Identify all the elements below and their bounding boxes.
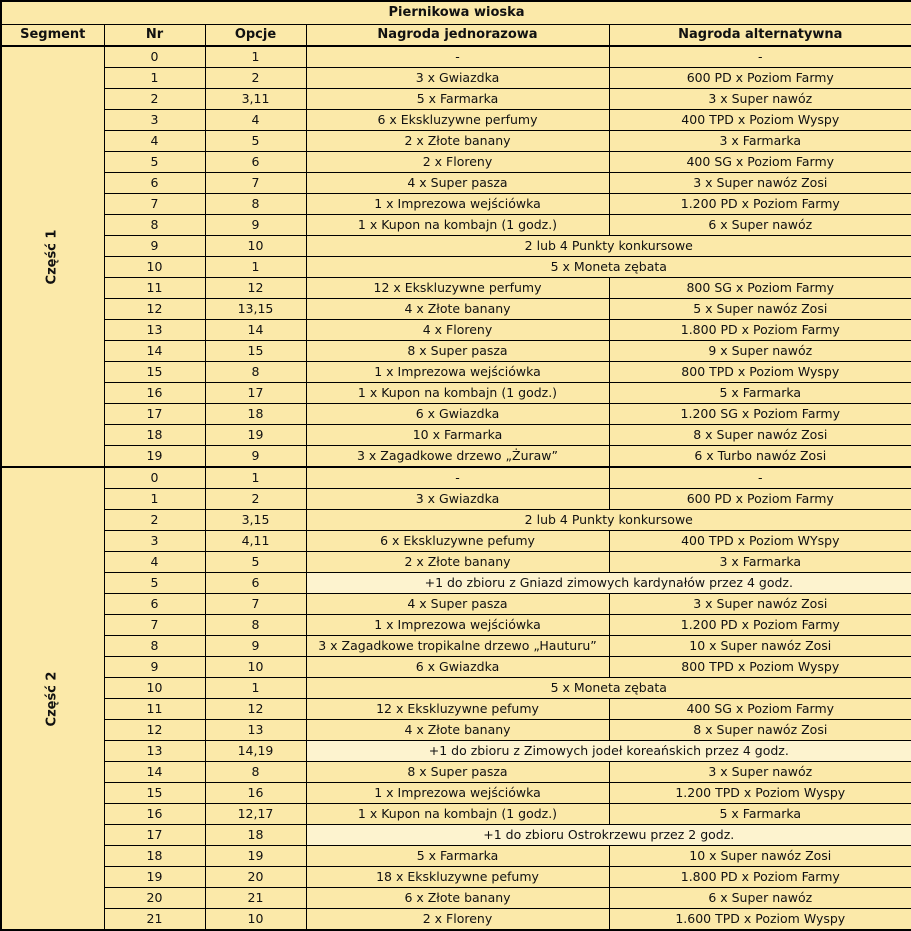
cell-opcje: 6 [205, 152, 306, 173]
cell-nr: 14 [104, 762, 205, 783]
table-row [1, 636, 911, 657]
cell-reward-alt: 3 x Farmarka [609, 131, 911, 152]
cell-opcje: 15 [205, 341, 306, 362]
cell-reward-once: 10 x Farmarka [306, 425, 609, 446]
cell-opcje: 19 [205, 846, 306, 867]
cell-nr: 8 [104, 215, 205, 236]
table-row [1, 194, 911, 215]
cell-reward-alt: 6 x Super nawóz [609, 215, 911, 236]
cell-reward-alt: 600 PD x Poziom Farmy [609, 489, 911, 510]
table-row [1, 678, 911, 699]
table-row [1, 215, 911, 236]
cell-opcje: 10 [205, 657, 306, 678]
cell-reward-once: 1 x Kupon na kombajn (1 godz.) [306, 804, 609, 825]
cell-reward-once: 4 x Floreny [306, 320, 609, 341]
cell-reward-once: 3 x Gwiazdka [306, 68, 609, 89]
table-row [1, 446, 911, 468]
cell-nr: 17 [104, 404, 205, 425]
cell-reward-once: - [306, 467, 609, 489]
cell-opcje: 17 [205, 383, 306, 404]
cell-reward-alt: 800 TPD x Poziom Wyspy [609, 362, 911, 383]
cell-reward-once: 4 x Złote banany [306, 720, 609, 741]
cell-nr: 11 [104, 278, 205, 299]
table-row [1, 573, 911, 594]
cell-nr: 7 [104, 615, 205, 636]
cell-reward-once: 1 x Imprezowa wejściówka [306, 783, 609, 804]
table-row [1, 909, 911, 931]
cell-opcje: 7 [205, 594, 306, 615]
table-row [1, 131, 911, 152]
cell-opcje: 13 [205, 720, 306, 741]
cell-nr: 2 [104, 89, 205, 110]
cell-reward-alt: 400 TPD x Poziom WYspy [609, 531, 911, 552]
table-row [1, 299, 911, 320]
cell-reward-once: 4 x Super pasza [306, 173, 609, 194]
table-row [1, 783, 911, 804]
cell-reward-alt: 3 x Super nawóz [609, 762, 911, 783]
cell-nr: 3 [104, 531, 205, 552]
cell-opcje: 12,17 [205, 804, 306, 825]
cell-opcje: 10 [205, 236, 306, 257]
table-row [1, 404, 911, 425]
cell-reward-once: 5 x Farmarka [306, 846, 609, 867]
table-row [1, 341, 911, 362]
table-row [1, 467, 911, 489]
cell-reward-once: 5 x Farmarka [306, 89, 609, 110]
cell-nr: 10 [104, 257, 205, 278]
table-row [1, 804, 911, 825]
cell-reward-alt: 1.200 PD x Poziom Farmy [609, 194, 911, 215]
cell-reward-alt: 3 x Super nawóz Zosi [609, 173, 911, 194]
cell-opcje: 1 [205, 46, 306, 68]
table-row [1, 236, 911, 257]
cell-reward-alt: 400 SG x Poziom Farmy [609, 152, 911, 173]
cell-reward-once: 3 x Gwiazdka [306, 489, 609, 510]
cell-nr: 14 [104, 341, 205, 362]
cell-reward-alt: 1.800 PD x Poziom Farmy [609, 320, 911, 341]
table-row [1, 594, 911, 615]
cell-opcje: 2 [205, 68, 306, 89]
cell-reward-once: 1 x Kupon na kombajn (1 godz.) [306, 383, 609, 404]
cell-reward-once: 4 x Super pasza [306, 594, 609, 615]
cell-reward-alt: 5 x Farmarka [609, 804, 911, 825]
cell-nr: 9 [104, 236, 205, 257]
header-segment: Segment [1, 25, 104, 47]
table-row [1, 531, 911, 552]
cell-reward-alt: 600 PD x Poziom Farmy [609, 68, 911, 89]
table-row [1, 173, 911, 194]
cell-opcje: 3,11 [205, 89, 306, 110]
cell-reward-once: 1 x Imprezowa wejściówka [306, 194, 609, 215]
header-reward-alt: Nagroda alternatywna [609, 25, 911, 47]
cell-nr: 2 [104, 510, 205, 531]
segment-label-text: Część 1 [44, 229, 60, 284]
table-row [1, 278, 911, 299]
cell-nr: 7 [104, 194, 205, 215]
cell-nr: 6 [104, 173, 205, 194]
cell-reward-once: 2 x Złote banany [306, 552, 609, 573]
table-row [1, 720, 911, 741]
cell-reward-alt: 10 x Super nawóz Zosi [609, 636, 911, 657]
table-row [1, 425, 911, 446]
cell-nr: 13 [104, 320, 205, 341]
cell-nr: 11 [104, 699, 205, 720]
cell-nr: 20 [104, 888, 205, 909]
cell-opcje: 10 [205, 909, 306, 931]
cell-opcje: 20 [205, 867, 306, 888]
table-row [1, 888, 911, 909]
header-opcje: Opcje [205, 25, 306, 47]
cell-nr: 18 [104, 846, 205, 867]
cell-opcje: 3,15 [205, 510, 306, 531]
cell-nr: 9 [104, 657, 205, 678]
cell-opcje: 16 [205, 783, 306, 804]
cell-opcje: 12 [205, 699, 306, 720]
cell-reward-alt: 5 x Farmarka [609, 383, 911, 404]
cell-nr: 18 [104, 425, 205, 446]
cell-reward-alt: 8 x Super nawóz Zosi [609, 425, 911, 446]
cell-opcje: 4 [205, 110, 306, 131]
cell-opcje: 12 [205, 278, 306, 299]
table-row [1, 489, 911, 510]
cell-merged-reward: 5 x Moneta zębata [306, 678, 911, 699]
cell-reward-once: 6 x Złote banany [306, 888, 609, 909]
cell-reward-once: 3 x Zagadkowe tropikalne drzewo „Hauturu” [306, 636, 609, 657]
cell-nr: 0 [104, 467, 205, 489]
cell-opcje: 18 [205, 825, 306, 846]
cell-reward-alt: 1.200 SG x Poziom Farmy [609, 404, 911, 425]
cell-opcje: 18 [205, 404, 306, 425]
cell-nr: 19 [104, 867, 205, 888]
table-row [1, 552, 911, 573]
cell-opcje: 6 [205, 573, 306, 594]
cell-nr: 16 [104, 383, 205, 404]
cell-opcje: 8 [205, 615, 306, 636]
table-row [1, 699, 911, 720]
table-row [1, 68, 911, 89]
header-reward-once: Nagroda jednorazowa [306, 25, 609, 47]
cell-nr: 5 [104, 573, 205, 594]
header-nr: Nr [104, 25, 205, 47]
table-title: Piernikowa wioska [1, 1, 911, 25]
cell-reward-once: 3 x Zagadkowe drzewo „Żuraw” [306, 446, 609, 468]
table-row [1, 846, 911, 867]
cell-reward-alt: 1.800 PD x Poziom Farmy [609, 867, 911, 888]
cell-nr: 19 [104, 446, 205, 468]
cell-nr: 3 [104, 110, 205, 131]
cell-opcje: 8 [205, 362, 306, 383]
cell-reward-alt: 10 x Super nawóz Zosi [609, 846, 911, 867]
segment-label-text: Część 2 [44, 671, 60, 726]
table-body [1, 46, 911, 930]
cell-opcje: 14,19 [205, 741, 306, 762]
cell-nr: 6 [104, 594, 205, 615]
cell-opcje: 9 [205, 446, 306, 468]
cell-reward-once: 1 x Kupon na kombajn (1 godz.) [306, 215, 609, 236]
table-row [1, 152, 911, 173]
cell-nr: 21 [104, 909, 205, 931]
cell-reward-once: 8 x Super pasza [306, 341, 609, 362]
cell-nr: 16 [104, 804, 205, 825]
table-row [1, 867, 911, 888]
table-row [1, 89, 911, 110]
cell-opcje: 21 [205, 888, 306, 909]
table-row [1, 257, 911, 278]
cell-opcje: 5 [205, 131, 306, 152]
cell-reward-once: 8 x Super pasza [306, 762, 609, 783]
table-row [1, 320, 911, 341]
table-row [1, 657, 911, 678]
cell-nr: 0 [104, 46, 205, 68]
cell-opcje: 1 [205, 678, 306, 699]
cell-nr: 15 [104, 362, 205, 383]
cell-nr: 13 [104, 741, 205, 762]
cell-reward-alt: 5 x Super nawóz Zosi [609, 299, 911, 320]
cell-reward-once: 6 x Ekskluzywne pefumy [306, 531, 609, 552]
cell-nr: 8 [104, 636, 205, 657]
cell-opcje: 14 [205, 320, 306, 341]
cell-nr: 15 [104, 783, 205, 804]
segment-label [1, 46, 104, 467]
cell-reward-alt: 800 TPD x Poziom Wyspy [609, 657, 911, 678]
cell-nr: 12 [104, 720, 205, 741]
cell-reward-alt: 800 SG x Poziom Farmy [609, 278, 911, 299]
cell-reward-alt: 6 x Turbo nawóz Zosi [609, 446, 911, 468]
cell-nr: 12 [104, 299, 205, 320]
table-row [1, 510, 911, 531]
cell-reward-once: 6 x Gwiazdka [306, 657, 609, 678]
table-row [1, 362, 911, 383]
cell-reward-alt: 1.200 PD x Poziom Farmy [609, 615, 911, 636]
cell-opcje: 5 [205, 552, 306, 573]
cell-reward-alt: - [609, 467, 911, 489]
cell-nr: 4 [104, 552, 205, 573]
cell-reward-alt: - [609, 46, 911, 68]
cell-merged-reward: 2 lub 4 Punkty konkursowe [306, 510, 911, 531]
cell-opcje: 19 [205, 425, 306, 446]
cell-opcje: 1 [205, 467, 306, 489]
cell-reward-alt: 3 x Farmarka [609, 552, 911, 573]
cell-merged-reward: +1 do zbioru z Gniazd zimowych kardynałów przez 4 godz. [306, 573, 911, 594]
cell-nr: 4 [104, 131, 205, 152]
cell-nr: 1 [104, 489, 205, 510]
table-row [1, 615, 911, 636]
table-row [1, 825, 911, 846]
cell-reward-alt: 1.200 TPD x Poziom Wyspy [609, 783, 911, 804]
cell-nr: 10 [104, 678, 205, 699]
cell-nr: 1 [104, 68, 205, 89]
table-row [1, 762, 911, 783]
table-row [1, 46, 911, 68]
table-row [1, 741, 911, 762]
cell-reward-once: 12 x Ekskluzywne perfumy [306, 278, 609, 299]
cell-merged-reward: 5 x Moneta zębata [306, 257, 911, 278]
cell-opcje: 9 [205, 636, 306, 657]
cell-reward-alt: 8 x Super nawóz Zosi [609, 720, 911, 741]
cell-reward-once: - [306, 46, 609, 68]
cell-opcje: 13,15 [205, 299, 306, 320]
cell-opcje: 1 [205, 257, 306, 278]
cell-opcje: 4,11 [205, 531, 306, 552]
cell-reward-once: 1 x Imprezowa wejściówka [306, 362, 609, 383]
cell-reward-alt: 400 SG x Poziom Farmy [609, 699, 911, 720]
cell-nr: 5 [104, 152, 205, 173]
cell-opcje: 2 [205, 489, 306, 510]
cell-opcje: 9 [205, 215, 306, 236]
table-row [1, 110, 911, 131]
cell-opcje: 7 [205, 173, 306, 194]
cell-opcje: 8 [205, 762, 306, 783]
cell-reward-once: 2 x Floreny [306, 152, 609, 173]
cell-reward-alt: 9 x Super nawóz [609, 341, 911, 362]
cell-reward-once: 2 x Złote banany [306, 131, 609, 152]
cell-merged-reward: +1 do zbioru z Zimowych jodeł koreańskich przez 4 godz. [306, 741, 911, 762]
cell-reward-once: 1 x Imprezowa wejściówka [306, 615, 609, 636]
cell-reward-once: 2 x Floreny [306, 909, 609, 931]
table-row [1, 383, 911, 404]
cell-reward-alt: 1.600 TPD x Poziom Wyspy [609, 909, 911, 931]
cell-reward-once: 12 x Ekskluzywne pefumy [306, 699, 609, 720]
cell-reward-alt: 400 TPD x Poziom Wyspy [609, 110, 911, 131]
cell-nr: 17 [104, 825, 205, 846]
cell-reward-once: 4 x Złote banany [306, 299, 609, 320]
cell-merged-reward: 2 lub 4 Punkty konkursowe [306, 236, 911, 257]
cell-reward-once: 18 x Ekskluzywne pefumy [306, 867, 609, 888]
segment-label [1, 467, 104, 930]
cell-merged-reward: +1 do zbioru Ostrokrzewu przez 2 godz. [306, 825, 911, 846]
cell-reward-once: 6 x Gwiazdka [306, 404, 609, 425]
cell-reward-alt: 6 x Super nawóz [609, 888, 911, 909]
cell-opcje: 8 [205, 194, 306, 215]
cell-reward-once: 6 x Ekskluzywne perfumy [306, 110, 609, 131]
cell-reward-alt: 3 x Super nawóz Zosi [609, 594, 911, 615]
cell-reward-alt: 3 x Super nawóz [609, 89, 911, 110]
